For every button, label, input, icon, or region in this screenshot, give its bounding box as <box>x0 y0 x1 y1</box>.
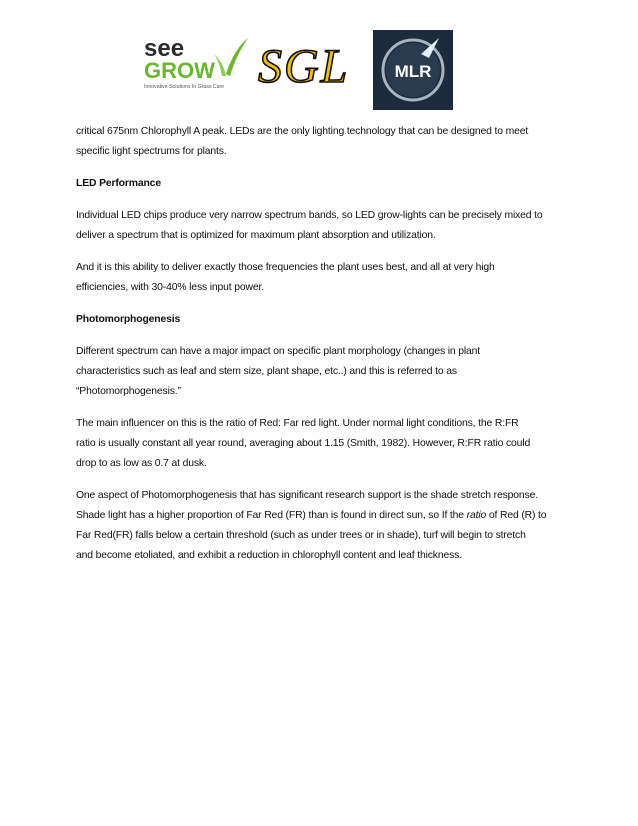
text-line: ratio is usually constant all year round, averaging about 1.15 (Smith, 1982). However, R:FR ratio could <box>76 438 531 449</box>
photomorphogenesis-heading: Photomorphogenesis <box>76 314 181 325</box>
text-line <box>76 506 566 526</box>
text-line: deliver a spectrum that is optimized for maximum plant absorption and utilization. <box>76 230 436 241</box>
text-line: and become etoliated, and exhibit a reduction in chlorophyll content and leaf thickness. <box>76 550 462 561</box>
photo-paragraph-2 <box>76 414 566 474</box>
seegrow-tagline: Innovative Solutions In Grass Care <box>144 84 225 90</box>
text-line: And it is this ability to deliver exactly those frequencies the plant uses best, and all at very high <box>76 262 495 273</box>
text-line: critical 675nm Chlorophyll A peak. LEDs are the only lighting technology that can be designed to meet <box>76 126 529 137</box>
led-paragraph-1 <box>76 206 566 246</box>
led-paragraph-2 <box>76 258 566 298</box>
logo-header <box>0 28 638 112</box>
text-line: Individual LED chips produce very narrow spectrum bands, so LED grow-lights can be precisely mixed to <box>76 210 543 221</box>
seegrow-logo-see: see <box>144 35 185 62</box>
text-line: One aspect of Photomorphogenesis that has significant research support is the shade stretch response. <box>76 490 538 501</box>
mlr-logo <box>373 30 453 110</box>
intro-paragraph <box>76 122 566 162</box>
italic-ratio: ratio <box>466 510 487 521</box>
seegrow-logo <box>142 34 252 92</box>
text-line: efficiencies, with 30-40% less input power. <box>76 282 264 293</box>
document-body <box>76 122 566 578</box>
text-segment: of Red (R) to <box>486 510 547 521</box>
text-line: specific light spectrums for plants. <box>76 146 227 157</box>
mlr-logo-text: MLR <box>394 62 432 81</box>
text-line: The main influencer on this is the ratio of Red: Far red light. Under normal light conditions, the R:FR <box>76 418 519 429</box>
text-line: drop to as low as 0.7 at dusk. <box>76 458 207 469</box>
sgl-logo-text: SGL <box>258 40 350 92</box>
text-line: “Photomorphogenesis.” <box>76 386 181 397</box>
text-line: characteristics such as leaf and stem size, plant shape, etc..) and this is referred to as <box>76 366 457 377</box>
text-line: Far Red(FR) falls below a certain threshold (such as under trees or in shade), turf will begin to stretch <box>76 530 526 541</box>
text-line: Different spectrum can have a major impact on specific plant morphology (changes in plant <box>76 346 481 357</box>
seegrow-logo-grow: GROW <box>144 58 215 83</box>
grass-blade-icon <box>226 38 248 76</box>
text-segment: Shade light has a higher proportion of Far Red (FR) than is found in direct sun, so If the <box>76 510 467 521</box>
photo-paragraph-3 <box>76 486 566 566</box>
sgl-logo <box>256 34 362 92</box>
photo-paragraph-1 <box>76 342 566 402</box>
led-performance-heading: LED Performance <box>76 178 161 189</box>
